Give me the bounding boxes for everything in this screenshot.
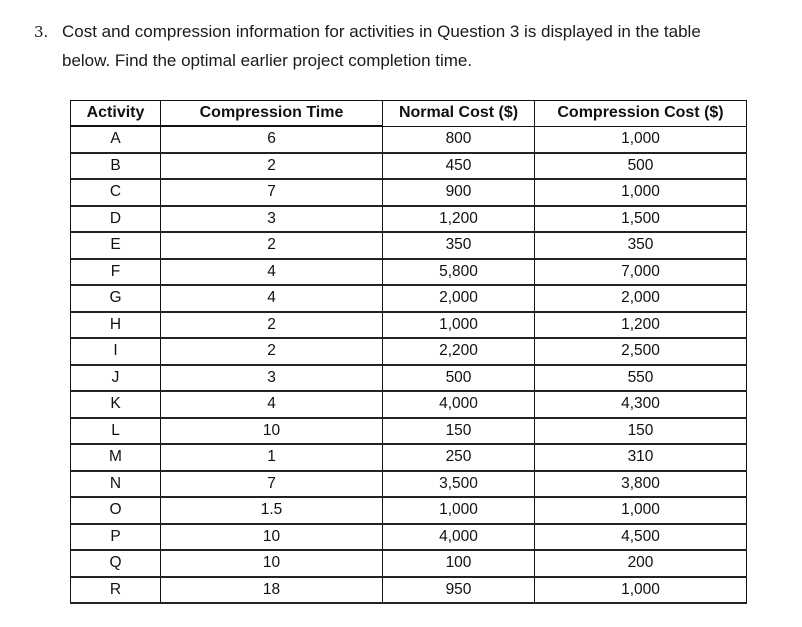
- cost-compression-table: [70, 100, 747, 604]
- cell-compression-time: 7: [161, 471, 383, 498]
- cell-activity: H: [71, 312, 161, 339]
- cell-compression-cost: 200: [535, 550, 747, 577]
- cell-compression-time: 2: [161, 312, 383, 339]
- cell-activity: L: [71, 418, 161, 445]
- cell-activity: F: [71, 259, 161, 286]
- cell-activity: J: [71, 365, 161, 392]
- cell-compression-cost: 1,000: [535, 179, 747, 206]
- cell-compression-time: 2: [161, 153, 383, 180]
- cell-normal-cost: 1,000: [383, 497, 535, 524]
- table-row: [71, 153, 747, 180]
- table-row: [71, 338, 747, 365]
- cell-compression-time: 4: [161, 259, 383, 286]
- cell-activity: E: [71, 232, 161, 259]
- cell-compression-time: 6: [161, 126, 383, 153]
- cell-compression-time: 3: [161, 365, 383, 392]
- cell-normal-cost: 950: [383, 577, 535, 604]
- table-row: [71, 577, 747, 604]
- header-compression-time: Compression Time: [161, 101, 383, 127]
- table-row: [71, 312, 747, 339]
- cell-activity: M: [71, 444, 161, 471]
- cell-compression-cost: 310: [535, 444, 747, 471]
- cell-compression-cost: 550: [535, 365, 747, 392]
- table-header-row: [71, 101, 747, 127]
- cell-compression-cost: 1,500: [535, 206, 747, 233]
- cell-normal-cost: 150: [383, 418, 535, 445]
- cell-normal-cost: 2,200: [383, 338, 535, 365]
- table-row: [71, 391, 747, 418]
- cell-activity: O: [71, 497, 161, 524]
- cell-activity: K: [71, 391, 161, 418]
- cell-compression-cost: 3,800: [535, 471, 747, 498]
- table-row: [71, 126, 747, 153]
- cell-activity: Q: [71, 550, 161, 577]
- table-row: [71, 444, 747, 471]
- cell-activity: I: [71, 338, 161, 365]
- header-normal-cost: Normal Cost ($): [383, 101, 535, 127]
- cell-compression-cost: 2,500: [535, 338, 747, 365]
- table-row: [71, 206, 747, 233]
- cell-activity: P: [71, 524, 161, 551]
- cell-normal-cost: 100: [383, 550, 535, 577]
- question-line-2: below. Find the optimal earlier project completion time.: [62, 51, 473, 70]
- cell-normal-cost: 250: [383, 444, 535, 471]
- question-text-line-1: Cost and compression information for activities in Question 3 is displayed in the table: [62, 22, 701, 41]
- question-line-1: [34, 18, 701, 46]
- table-row: [71, 259, 747, 286]
- cell-activity: N: [71, 471, 161, 498]
- cell-compression-time: 1: [161, 444, 383, 471]
- cell-activity: D: [71, 206, 161, 233]
- cell-compression-time: 4: [161, 285, 383, 312]
- cell-compression-time: 2: [161, 338, 383, 365]
- question-number: 3.: [34, 23, 49, 41]
- cell-normal-cost: 450: [383, 153, 535, 180]
- cell-compression-time: 10: [161, 550, 383, 577]
- cell-normal-cost: 800: [383, 126, 535, 153]
- cell-compression-cost: 4,300: [535, 391, 747, 418]
- cell-normal-cost: 4,000: [383, 524, 535, 551]
- cell-compression-cost: 1,000: [535, 497, 747, 524]
- cell-normal-cost: 4,000: [383, 391, 535, 418]
- cell-normal-cost: 1,000: [383, 312, 535, 339]
- cell-compression-time: 7: [161, 179, 383, 206]
- cell-activity: C: [71, 179, 161, 206]
- cell-compression-cost: 2,000: [535, 285, 747, 312]
- cell-activity: B: [71, 153, 161, 180]
- cell-compression-cost: 1,000: [535, 577, 747, 604]
- cell-compression-time: 4: [161, 391, 383, 418]
- cell-compression-cost: 350: [535, 232, 747, 259]
- table-body: [71, 126, 747, 603]
- table-row: [71, 232, 747, 259]
- cell-activity: R: [71, 577, 161, 604]
- cell-normal-cost: 5,800: [383, 259, 535, 286]
- cell-compression-time: 1.5: [161, 497, 383, 524]
- cell-compression-cost: 500: [535, 153, 747, 180]
- cell-compression-cost: 1,000: [535, 126, 747, 153]
- table-row: [71, 550, 747, 577]
- table-row: [71, 285, 747, 312]
- cell-normal-cost: 2,000: [383, 285, 535, 312]
- header-activity: Activity: [71, 101, 161, 127]
- header-compression-cost: Compression Cost ($): [535, 101, 747, 127]
- table-row: [71, 365, 747, 392]
- cell-normal-cost: 500: [383, 365, 535, 392]
- cell-activity: A: [71, 126, 161, 153]
- table-row: [71, 497, 747, 524]
- table-row: [71, 179, 747, 206]
- cell-compression-time: 2: [161, 232, 383, 259]
- cell-normal-cost: 3,500: [383, 471, 535, 498]
- table-row: [71, 418, 747, 445]
- cell-compression-cost: 150: [535, 418, 747, 445]
- table-row: [71, 471, 747, 498]
- cell-compression-cost: 4,500: [535, 524, 747, 551]
- cell-compression-cost: 1,200: [535, 312, 747, 339]
- cell-normal-cost: 900: [383, 179, 535, 206]
- cell-compression-time: 10: [161, 524, 383, 551]
- cell-normal-cost: 1,200: [383, 206, 535, 233]
- cell-activity: G: [71, 285, 161, 312]
- table-row: [71, 524, 747, 551]
- cell-compression-time: 18: [161, 577, 383, 604]
- cell-compression-cost: 7,000: [535, 259, 747, 286]
- cell-compression-time: 3: [161, 206, 383, 233]
- cell-compression-time: 10: [161, 418, 383, 445]
- cell-normal-cost: 350: [383, 232, 535, 259]
